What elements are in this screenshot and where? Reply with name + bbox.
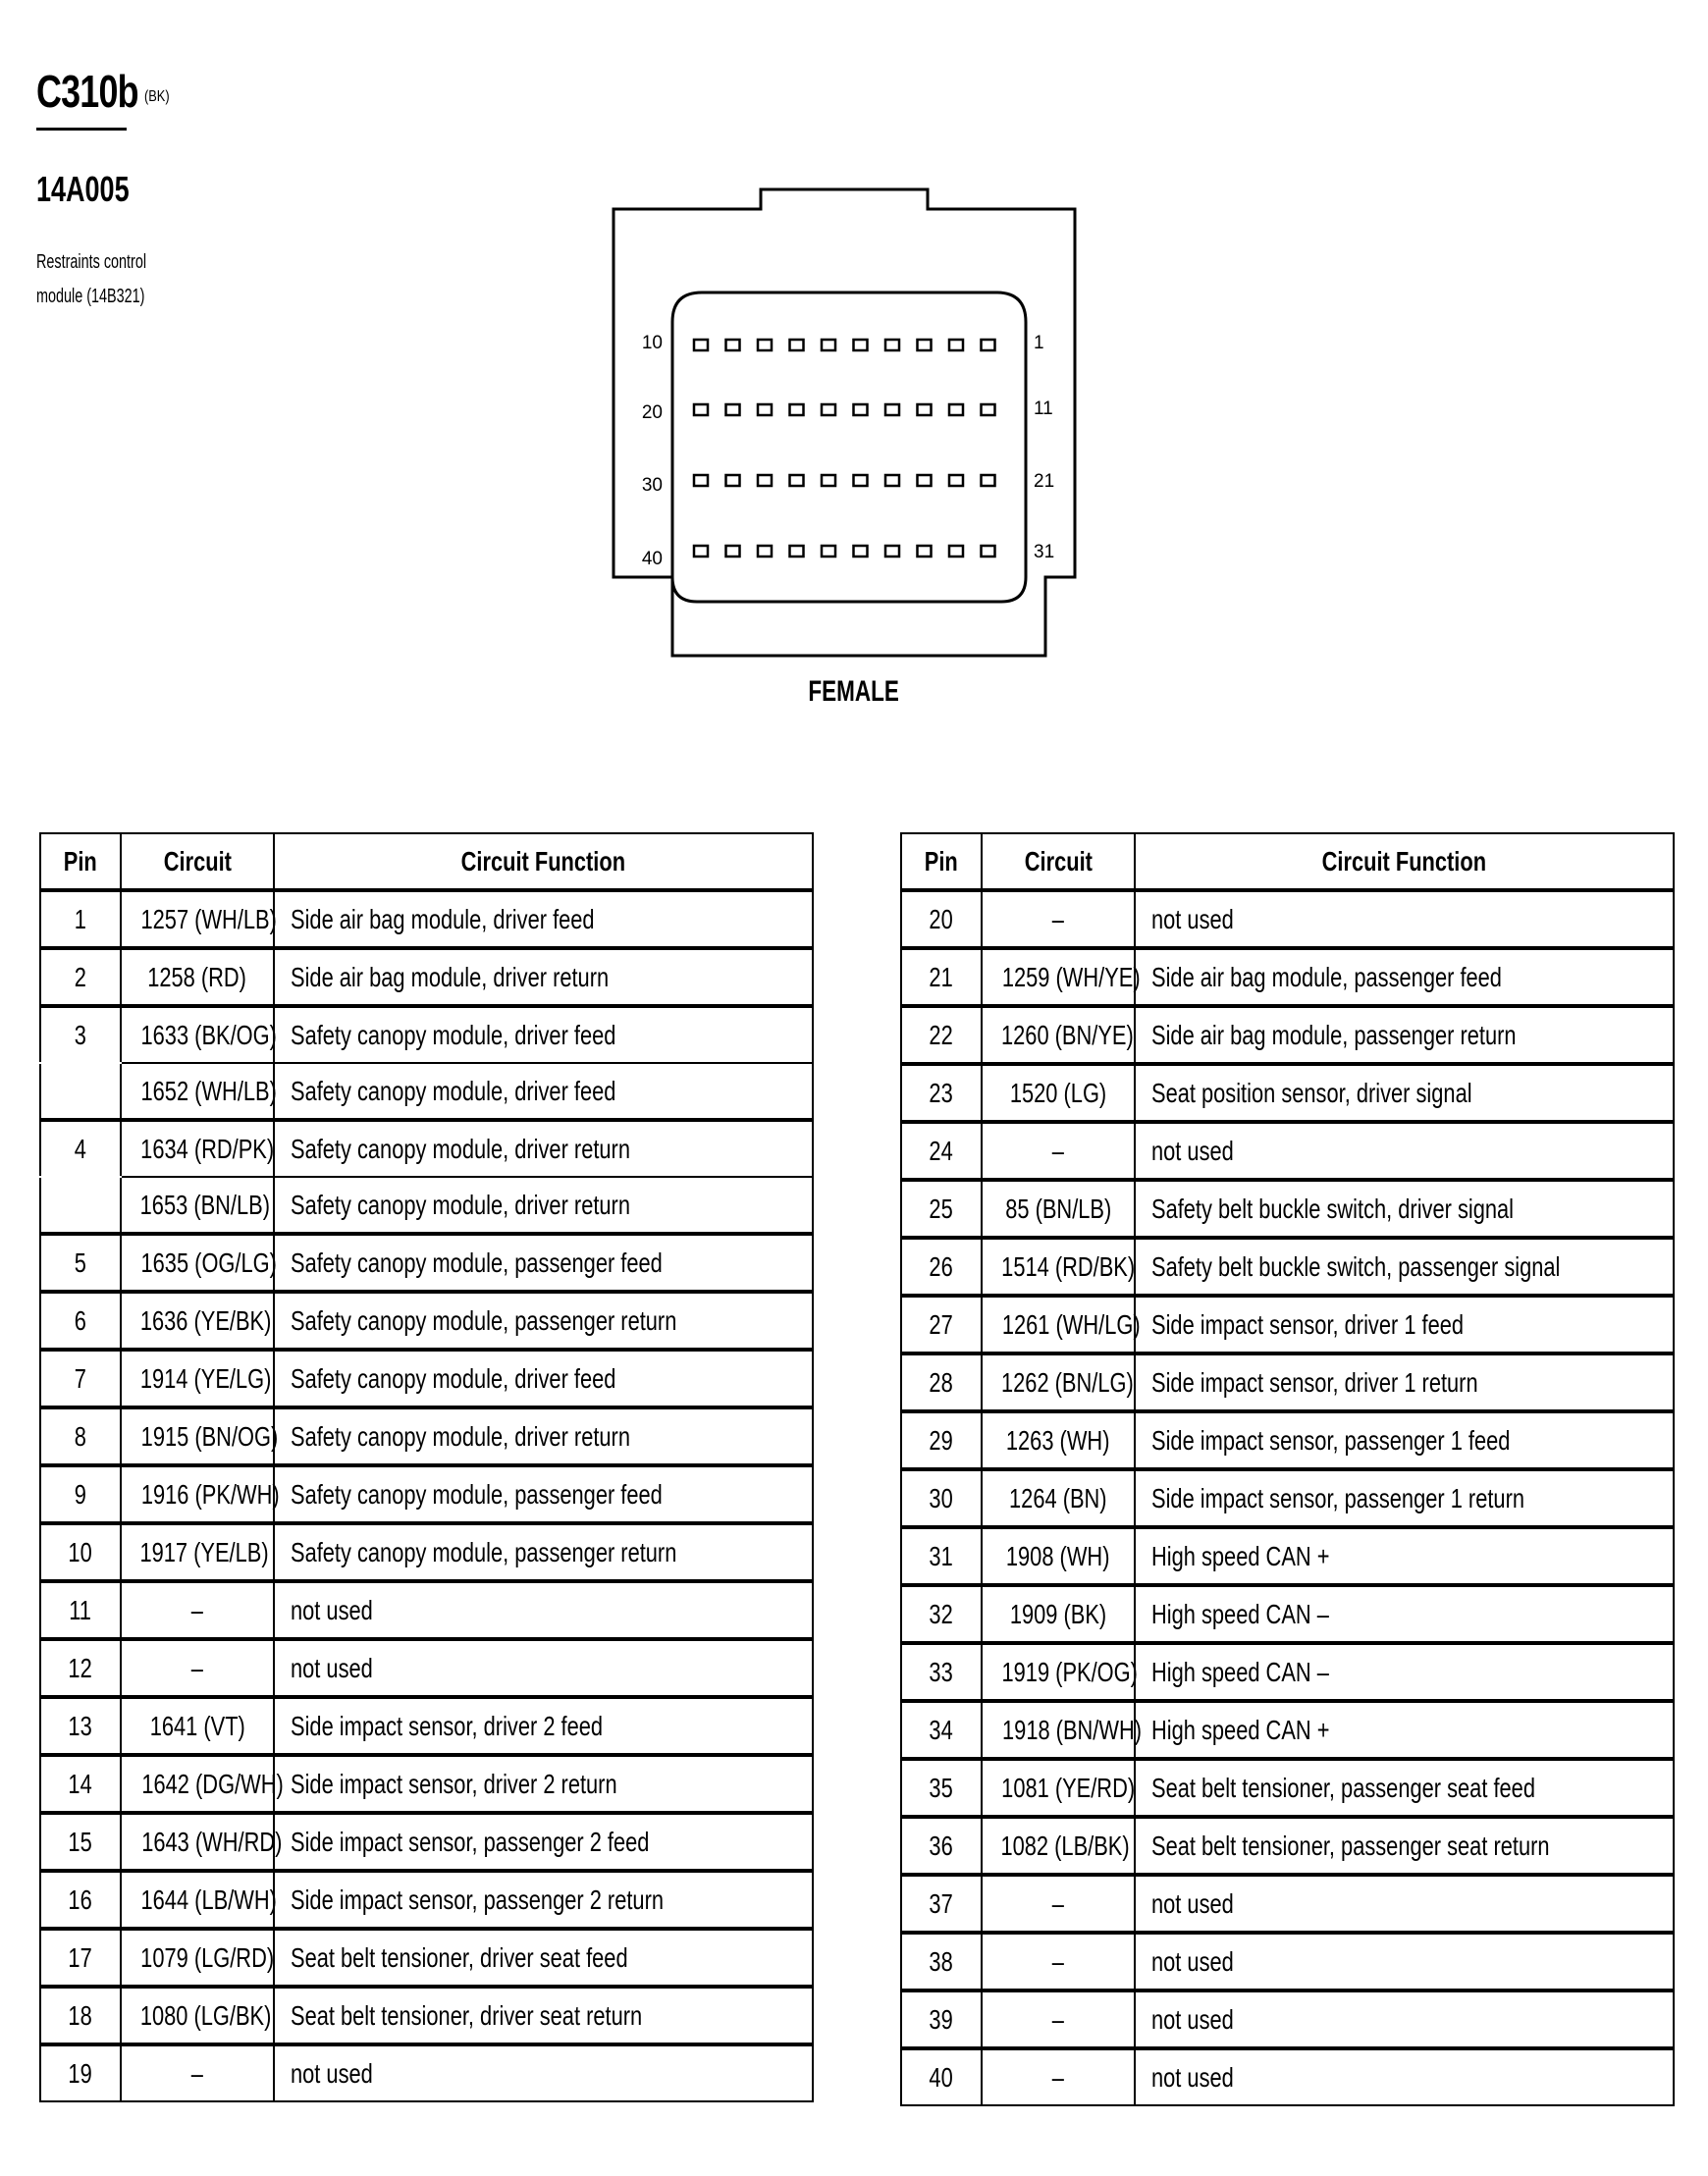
- pin-cavity: [854, 404, 868, 415]
- table-row: [40, 1639, 813, 1697]
- connector-color-code: (BK): [144, 88, 170, 105]
- pin-cavity: [854, 340, 868, 350]
- pin-cavity: [982, 546, 995, 557]
- pin-cell: 31: [901, 1527, 982, 1585]
- circuit-cell: –: [121, 2044, 274, 2101]
- function-cell: Safety belt buckle switch, driver signal: [1135, 1180, 1674, 1238]
- function-header: Circuit Function: [274, 833, 813, 890]
- circuit-cell: 1514 (RD/BK): [982, 1238, 1135, 1296]
- pin-cell: 24: [901, 1122, 982, 1180]
- pin-cell: 17: [40, 1929, 121, 1987]
- function-cell: Safety canopy module, driver feed: [274, 1350, 813, 1407]
- pin-cavity: [918, 340, 932, 350]
- function-cell: Side impact sensor, passenger 1 feed: [1135, 1411, 1674, 1469]
- pin-cell: 6: [40, 1292, 121, 1350]
- function-cell: not used: [274, 1581, 813, 1639]
- pin-cavity: [790, 546, 804, 557]
- part-number: 14A005: [36, 169, 130, 209]
- pin-cavity: [694, 404, 708, 415]
- circuit-cell: 1635 (OG/LG): [121, 1234, 274, 1292]
- row-4-left-label: 40: [641, 549, 663, 569]
- circuit-cell: 1520 (LG): [982, 1064, 1135, 1122]
- pin-cell: 8: [40, 1407, 121, 1465]
- function-header: Circuit Function: [1135, 833, 1674, 890]
- table-row: [901, 1817, 1674, 1875]
- pin-cavity: [790, 340, 804, 350]
- table-row: [901, 1411, 1674, 1469]
- pin-cavity: [726, 546, 740, 557]
- circuit-cell: 1653 (BN/LB): [121, 1177, 274, 1234]
- function-cell: Safety canopy module, passenger feed: [274, 1465, 813, 1523]
- circuit-cell: 1652 (WH/LB): [121, 1063, 274, 1120]
- circuit-cell: 1633 (BK/OG): [121, 1006, 274, 1063]
- circuit-cell: 1917 (YE/LB): [121, 1523, 274, 1581]
- table-row: [901, 1701, 1674, 1759]
- pin-cell: 32: [901, 1585, 982, 1643]
- function-cell: Side impact sensor, driver 1 return: [1135, 1353, 1674, 1411]
- pin-cavity: [982, 404, 995, 415]
- pin-cell: 11: [40, 1581, 121, 1639]
- pin-cell: 13: [40, 1697, 121, 1755]
- pin-cavity: [982, 340, 995, 350]
- pin-header: Pin: [901, 833, 982, 890]
- pin-cavity: [885, 546, 899, 557]
- connector-id: C310b: [36, 66, 138, 117]
- pinout-table-right: [900, 832, 1675, 2106]
- function-cell: not used: [1135, 890, 1674, 948]
- function-cell: Seat position sensor, driver signal: [1135, 1064, 1674, 1122]
- table-row: [40, 1006, 813, 1063]
- function-cell: High speed CAN –: [1135, 1585, 1674, 1643]
- pin-cell: 20: [901, 890, 982, 948]
- function-cell: Side impact sensor, passenger 1 return: [1135, 1469, 1674, 1527]
- function-cell: not used: [274, 1639, 813, 1697]
- pin-cell: 29: [901, 1411, 982, 1469]
- table-row: [901, 1933, 1674, 1990]
- pin-cavity: [949, 404, 963, 415]
- circuit-cell: –: [982, 2048, 1135, 2105]
- circuit-cell: –: [982, 890, 1135, 948]
- table-row: [40, 890, 813, 948]
- table-row: [901, 1469, 1674, 1527]
- table-row: [40, 1929, 813, 1987]
- pin-cavity: [885, 340, 899, 350]
- table-row: [40, 1465, 813, 1523]
- pin-cell: 10: [40, 1523, 121, 1581]
- table-row: [40, 1581, 813, 1639]
- pin-cell: 21: [901, 948, 982, 1006]
- function-cell: Side air bag module, driver return: [274, 948, 813, 1006]
- pin-cell: 37: [901, 1875, 982, 1933]
- title-underline: [36, 128, 127, 131]
- pin-cavity: [918, 546, 932, 557]
- table-row: [901, 1527, 1674, 1585]
- pin-cell: 9: [40, 1465, 121, 1523]
- circuit-cell: 1636 (YE/BK): [121, 1292, 274, 1350]
- function-cell: High speed CAN +: [1135, 1527, 1674, 1585]
- circuit-cell: –: [121, 1639, 274, 1697]
- pin-cell: 12: [40, 1639, 121, 1697]
- table-row: [40, 1407, 813, 1465]
- pin-cell: 19: [40, 2044, 121, 2101]
- pin-cavity: [758, 546, 772, 557]
- function-cell: Side impact sensor, passenger 2 feed: [274, 1813, 813, 1871]
- circuit-cell: 1642 (DG/WH): [121, 1755, 274, 1813]
- function-cell: Safety belt buckle switch, passenger signal: [1135, 1238, 1674, 1296]
- function-cell: Safety canopy module, passenger return: [274, 1292, 813, 1350]
- circuit-cell: –: [982, 1122, 1135, 1180]
- table-row: [40, 1120, 813, 1177]
- function-cell: Seat belt tensioner, driver seat feed: [274, 1929, 813, 1987]
- circuit-cell: 1908 (WH): [982, 1527, 1135, 1585]
- function-cell: Side air bag module, driver feed: [274, 890, 813, 948]
- function-cell: Seat belt tensioner, driver seat return: [274, 1987, 813, 2044]
- function-cell: Safety canopy module, driver feed: [274, 1063, 813, 1120]
- pin-cell: 30: [901, 1469, 982, 1527]
- function-cell: not used: [1135, 1933, 1674, 1990]
- circuit-cell: 1080 (LG/BK): [121, 1987, 274, 2044]
- table-row: [40, 1813, 813, 1871]
- pin-cell: 35: [901, 1759, 982, 1817]
- row-3-right-label: 21: [1034, 471, 1055, 492]
- description-line-1: Restraints control: [36, 251, 147, 273]
- circuit-cell: 1081 (YE/RD): [982, 1759, 1135, 1817]
- pin-cavity: [694, 475, 708, 486]
- row-2-left-label: 20: [641, 402, 663, 423]
- function-cell: Side air bag module, passenger return: [1135, 1006, 1674, 1064]
- circuit-cell: 1919 (PK/OG): [982, 1643, 1135, 1701]
- circuit-cell: 1263 (WH): [982, 1411, 1135, 1469]
- table-row: [40, 1234, 813, 1292]
- table-row: [40, 948, 813, 1006]
- circuit-cell: 1264 (BN): [982, 1469, 1135, 1527]
- pin-cell: 28: [901, 1353, 982, 1411]
- pin-cavity: [726, 340, 740, 350]
- pin-cavity: [885, 404, 899, 415]
- function-cell: Side impact sensor, driver 2 return: [274, 1755, 813, 1813]
- pin-cell: 16: [40, 1871, 121, 1929]
- function-cell: Safety canopy module, driver return: [274, 1120, 813, 1177]
- circuit-cell: 1262 (BN/LG): [982, 1353, 1135, 1411]
- pin-cavity: [949, 340, 963, 350]
- circuit-cell: 1257 (WH/LB): [121, 890, 274, 948]
- circuit-cell: 85 (BN/LB): [982, 1180, 1135, 1238]
- circuit-cell: 1259 (WH/YE): [982, 948, 1135, 1006]
- pin-cavity: [758, 475, 772, 486]
- table-row: [40, 1523, 813, 1581]
- table-row: [901, 1353, 1674, 1411]
- function-cell: Seat belt tensioner, passenger seat return: [1135, 1817, 1674, 1875]
- circuit-cell: 1261 (WH/LG): [982, 1296, 1135, 1353]
- table-row: [40, 1755, 813, 1813]
- pin-cell: 23: [901, 1064, 982, 1122]
- circuit-header: Circuit: [121, 833, 274, 890]
- connector-housing-outline: [614, 189, 1075, 656]
- circuit-cell: 1909 (BK): [982, 1585, 1135, 1643]
- view-label-text: FEMALE: [808, 675, 900, 708]
- pin-cavity: [822, 404, 835, 415]
- function-cell: Safety canopy module, passenger return: [274, 1523, 813, 1581]
- function-cell: not used: [274, 2044, 813, 2101]
- function-cell: Safety canopy module, passenger feed: [274, 1234, 813, 1292]
- pin-grid: [694, 340, 995, 557]
- function-cell: not used: [1135, 1990, 1674, 2048]
- pin-cell: 4: [40, 1120, 121, 1177]
- pin-cell: 3: [40, 1006, 121, 1063]
- connector-description: [36, 245, 146, 314]
- table-row: [40, 1292, 813, 1350]
- pin-cell: 5: [40, 1234, 121, 1292]
- table-row: [901, 1585, 1674, 1643]
- table-row: [901, 890, 1674, 948]
- pin-cell: [40, 1177, 121, 1234]
- table-row: [901, 1122, 1674, 1180]
- table-row: [901, 1875, 1674, 1933]
- function-cell: High speed CAN –: [1135, 1643, 1674, 1701]
- pin-cell: 27: [901, 1296, 982, 1353]
- pin-cell: 38: [901, 1933, 982, 1990]
- circuit-cell: –: [982, 1875, 1135, 1933]
- pin-cavity: [822, 340, 835, 350]
- table-row: [901, 1238, 1674, 1296]
- pin-cell: 14: [40, 1755, 121, 1813]
- table-row: [40, 1697, 813, 1755]
- pin-cell: 18: [40, 1987, 121, 2044]
- pin-cavity: [758, 404, 772, 415]
- table-row: [901, 1180, 1674, 1238]
- function-cell: Side impact sensor, driver 1 feed: [1135, 1296, 1674, 1353]
- table-row: [901, 2048, 1674, 2105]
- pin-cell: 39: [901, 1990, 982, 2048]
- function-cell: Safety canopy module, driver return: [274, 1177, 813, 1234]
- circuit-cell: 1258 (RD): [121, 948, 274, 1006]
- circuit-cell: 1644 (LB/WH): [121, 1871, 274, 1929]
- circuit-cell: 1634 (RD/PK): [121, 1120, 274, 1177]
- connector-view-label: [0, 675, 1708, 709]
- function-cell: not used: [1135, 1122, 1674, 1180]
- pin-cell: 7: [40, 1350, 121, 1407]
- pin-cavity: [822, 475, 835, 486]
- circuit-cell: –: [982, 1990, 1135, 2048]
- pin-cavity: [758, 340, 772, 350]
- pin-cavity: [918, 404, 932, 415]
- table-row: [40, 1350, 813, 1407]
- pin-cell: 36: [901, 1817, 982, 1875]
- description-line-2: module (14B321): [36, 286, 145, 307]
- circuit-cell: 1641 (VT): [121, 1697, 274, 1755]
- pin-cell: 1: [40, 890, 121, 948]
- circuit-cell: 1082 (LB/BK): [982, 1817, 1135, 1875]
- table-row: [901, 948, 1674, 1006]
- table-row: [901, 1006, 1674, 1064]
- circuit-cell: 1643 (WH/RD): [121, 1813, 274, 1871]
- table-row: [40, 1177, 813, 1234]
- function-cell: Safety canopy module, driver return: [274, 1407, 813, 1465]
- connector-face-diagram: [609, 185, 1080, 665]
- table-row: [40, 1987, 813, 2044]
- circuit-cell: 1079 (LG/RD): [121, 1929, 274, 1987]
- connector-header: [36, 65, 170, 118]
- pin-cavity: [822, 546, 835, 557]
- table-row: [40, 1871, 813, 1929]
- row-1-right-label: 1: [1034, 333, 1044, 353]
- pin-cavity: [854, 546, 868, 557]
- pin-cavity: [885, 475, 899, 486]
- pin-cavity: [694, 340, 708, 350]
- pin-cell: 33: [901, 1643, 982, 1701]
- pin-cavity: [726, 475, 740, 486]
- function-cell: Safety canopy module, driver feed: [274, 1006, 813, 1063]
- pinout-table-left: [39, 832, 814, 2102]
- table-row: [901, 1643, 1674, 1701]
- pin-header: Pin: [40, 833, 121, 890]
- pin-cavity: [790, 475, 804, 486]
- pin-cavity: [982, 475, 995, 486]
- circuit-cell: 1914 (YE/LG): [121, 1350, 274, 1407]
- circuit-header: Circuit: [982, 833, 1135, 890]
- pin-cell: 26: [901, 1238, 982, 1296]
- pin-cavity: [790, 404, 804, 415]
- pin-cell: 34: [901, 1701, 982, 1759]
- pin-cell: [40, 1063, 121, 1120]
- function-cell: Side impact sensor, passenger 2 return: [274, 1871, 813, 1929]
- table-row: [901, 1990, 1674, 2048]
- function-cell: Side air bag module, passenger feed: [1135, 948, 1674, 1006]
- table-row: [901, 1064, 1674, 1122]
- row-2-right-label: 11: [1034, 398, 1053, 419]
- circuit-cell: 1918 (BN/WH): [982, 1701, 1135, 1759]
- row-3-left-label: 30: [641, 475, 663, 496]
- table-row: [901, 1759, 1674, 1817]
- function-cell: not used: [1135, 1875, 1674, 1933]
- table-row: [40, 2044, 813, 2101]
- table-row: [40, 1063, 813, 1120]
- pin-cavity: [918, 475, 932, 486]
- row-4-right-label: 31: [1034, 542, 1055, 562]
- function-cell: High speed CAN +: [1135, 1701, 1674, 1759]
- pin-cell: 15: [40, 1813, 121, 1871]
- pin-cavity: [694, 546, 708, 557]
- pin-cell: 22: [901, 1006, 982, 1064]
- circuit-cell: 1260 (BN/YE): [982, 1006, 1135, 1064]
- function-cell: not used: [1135, 2048, 1674, 2105]
- pin-cavity: [726, 404, 740, 415]
- pin-cavity: [949, 546, 963, 557]
- circuit-cell: –: [121, 1581, 274, 1639]
- pin-cavity: [854, 475, 868, 486]
- circuit-cell: 1915 (BN/OG): [121, 1407, 274, 1465]
- circuit-cell: –: [982, 1933, 1135, 1990]
- function-cell: Side impact sensor, driver 2 feed: [274, 1697, 813, 1755]
- table-row: [901, 1296, 1674, 1353]
- pin-cell: 2: [40, 948, 121, 1006]
- pin-cell: 40: [901, 2048, 982, 2105]
- circuit-cell: 1916 (PK/WH): [121, 1465, 274, 1523]
- row-1-left-label: 10: [641, 333, 663, 353]
- pin-cell: 25: [901, 1180, 982, 1238]
- function-cell: Seat belt tensioner, passenger seat feed: [1135, 1759, 1674, 1817]
- pin-cavity: [949, 475, 963, 486]
